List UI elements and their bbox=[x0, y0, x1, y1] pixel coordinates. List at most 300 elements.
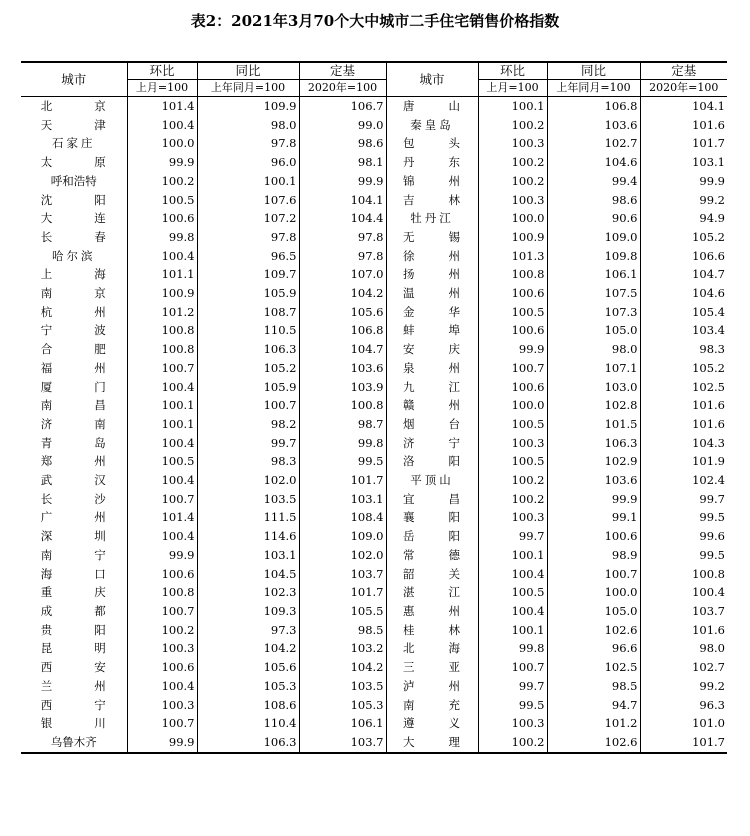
yoy-value-left: 102.3 bbox=[197, 583, 299, 602]
table-row bbox=[21, 677, 727, 696]
table-row bbox=[21, 696, 727, 715]
fixed-value-left: 105.5 bbox=[299, 602, 386, 621]
fixed-value-right: 99.2 bbox=[640, 191, 727, 210]
fixed-value-left: 106.8 bbox=[299, 321, 386, 340]
fixed-value-right: 101.9 bbox=[640, 452, 727, 471]
city-name-right bbox=[386, 583, 494, 602]
mom-value-left: 100.2 bbox=[127, 621, 197, 640]
mom-value-right: 100.3 bbox=[478, 714, 547, 733]
fixed-value-left: 106.1 bbox=[299, 714, 386, 733]
yoy-value-left: 106.3 bbox=[197, 340, 299, 359]
header-city-right: 城市 bbox=[386, 62, 478, 97]
yoy-value-left: 105.6 bbox=[197, 658, 299, 677]
mom-value-right: 100.6 bbox=[478, 378, 547, 397]
yoy-value-left: 97.3 bbox=[197, 621, 299, 640]
mom-value-right: 100.1 bbox=[478, 546, 547, 565]
mom-value-right: 100.6 bbox=[478, 284, 547, 303]
city-name-left bbox=[21, 134, 127, 153]
fixed-value-right: 105.2 bbox=[640, 359, 727, 378]
table-row bbox=[21, 359, 727, 378]
yoy-value-right: 106.1 bbox=[547, 265, 640, 284]
city-name-text: 济南 bbox=[40, 416, 148, 431]
city-name-text: 襄阳 bbox=[403, 510, 494, 525]
yoy-value-right: 106.3 bbox=[547, 434, 640, 453]
yoy-value-right: 98.5 bbox=[547, 677, 640, 696]
mom-value-left: 100.4 bbox=[127, 527, 197, 546]
city-name-right bbox=[386, 303, 494, 322]
yoy-value-left: 106.3 bbox=[197, 733, 299, 753]
yoy-value-right: 98.0 bbox=[547, 340, 640, 359]
yoy-value-left: 110.5 bbox=[197, 321, 299, 340]
city-name-right bbox=[386, 265, 494, 284]
mom-value-right: 101.3 bbox=[478, 247, 547, 266]
mom-value-right: 100.2 bbox=[478, 172, 547, 191]
fixed-value-right: 94.9 bbox=[640, 209, 727, 228]
mom-value-right: 100.2 bbox=[478, 471, 547, 490]
yoy-value-left: 98.2 bbox=[197, 415, 299, 434]
city-name-text: 成都 bbox=[40, 603, 148, 618]
fixed-value-left: 109.0 bbox=[299, 527, 386, 546]
table-row bbox=[21, 471, 727, 490]
yoy-value-left: 98.0 bbox=[197, 116, 299, 135]
header-fixed-right: 定基 bbox=[640, 62, 727, 80]
yoy-value-right: 98.9 bbox=[547, 546, 640, 565]
mom-value-left: 100.8 bbox=[127, 321, 197, 340]
fixed-value-left: 107.0 bbox=[299, 265, 386, 284]
fixed-value-right: 105.4 bbox=[640, 303, 727, 322]
mom-value-left: 100.3 bbox=[127, 639, 197, 658]
mom-value-left: 101.2 bbox=[127, 303, 197, 322]
yoy-value-right: 102.7 bbox=[547, 134, 640, 153]
yoy-value-right: 102.9 bbox=[547, 452, 640, 471]
fixed-value-left: 104.4 bbox=[299, 209, 386, 228]
yoy-value-left: 108.7 bbox=[197, 303, 299, 322]
city-name-text: 哈尔滨 bbox=[52, 248, 96, 263]
table-row bbox=[21, 508, 727, 527]
mom-value-right: 100.1 bbox=[478, 97, 547, 116]
mom-value-right: 100.2 bbox=[478, 153, 547, 172]
mom-value-right: 100.4 bbox=[478, 565, 547, 584]
fixed-value-left: 103.5 bbox=[299, 677, 386, 696]
city-name-text: 北京 bbox=[40, 99, 148, 113]
yoy-value-left: 111.5 bbox=[197, 508, 299, 527]
table-row bbox=[21, 153, 727, 172]
city-name-right bbox=[386, 490, 494, 509]
fixed-value-right: 106.6 bbox=[640, 247, 727, 266]
fixed-value-right: 105.2 bbox=[640, 228, 727, 247]
city-name-left bbox=[21, 340, 148, 359]
city-name-text: 南昌 bbox=[40, 398, 148, 413]
yoy-value-left: 103.1 bbox=[197, 546, 299, 565]
fixed-value-right: 101.7 bbox=[640, 733, 727, 753]
mom-value-left: 99.8 bbox=[127, 228, 197, 247]
city-name-right bbox=[386, 508, 494, 527]
yoy-value-left: 98.3 bbox=[197, 452, 299, 471]
fixed-value-right: 99.9 bbox=[640, 172, 727, 191]
table-row bbox=[21, 546, 727, 565]
fixed-value-right: 101.0 bbox=[640, 714, 727, 733]
yoy-value-right: 107.3 bbox=[547, 303, 640, 322]
fixed-value-left: 103.2 bbox=[299, 639, 386, 658]
fixed-value-left: 103.7 bbox=[299, 565, 386, 584]
city-name-text: 武汉 bbox=[40, 473, 148, 488]
yoy-value-left: 104.2 bbox=[197, 639, 299, 658]
city-name-text: 常德 bbox=[403, 547, 494, 562]
city-name-text: 牡丹江 bbox=[410, 211, 454, 226]
city-name-text: 杭州 bbox=[40, 304, 148, 319]
yoy-value-right: 101.2 bbox=[547, 714, 640, 733]
table-row bbox=[21, 265, 727, 284]
table-row bbox=[21, 97, 727, 116]
city-name-text: 太原 bbox=[40, 155, 148, 170]
city-name-left bbox=[21, 508, 148, 527]
mom-value-right: 100.0 bbox=[478, 209, 547, 228]
mom-value-left: 100.0 bbox=[127, 134, 197, 153]
yoy-value-left: 105.2 bbox=[197, 359, 299, 378]
table-row bbox=[21, 490, 727, 509]
city-name-left bbox=[21, 658, 148, 677]
fixed-value-right: 104.7 bbox=[640, 265, 727, 284]
yoy-value-left: 100.7 bbox=[197, 396, 299, 415]
city-name-text: 石家庄 bbox=[52, 136, 96, 151]
city-name-text: 无锡 bbox=[403, 229, 494, 244]
city-name-text: 长沙 bbox=[40, 491, 148, 506]
yoy-value-right: 102.6 bbox=[547, 621, 640, 640]
table-row bbox=[21, 396, 727, 415]
mom-value-right: 100.6 bbox=[478, 321, 547, 340]
yoy-value-right: 107.5 bbox=[547, 284, 640, 303]
fixed-value-right: 101.7 bbox=[640, 134, 727, 153]
city-name-text: 上海 bbox=[40, 267, 148, 282]
mom-value-left: 100.6 bbox=[127, 565, 197, 584]
yoy-value-left: 102.0 bbox=[197, 471, 299, 490]
city-name-text: 大连 bbox=[40, 211, 148, 226]
city-name-text: 秦皇岛 bbox=[410, 117, 454, 132]
fixed-value-left: 101.7 bbox=[299, 583, 386, 602]
yoy-value-right: 99.9 bbox=[547, 490, 640, 509]
yoy-value-left: 105.3 bbox=[197, 677, 299, 696]
mom-value-left: 100.5 bbox=[127, 191, 197, 210]
city-name-right bbox=[386, 658, 494, 677]
city-name-text: 平顶山 bbox=[410, 473, 454, 488]
mom-value-left: 100.4 bbox=[127, 116, 197, 135]
mom-value-right: 100.5 bbox=[478, 452, 547, 471]
city-name-right bbox=[386, 228, 494, 247]
city-name-text: 长春 bbox=[40, 229, 148, 244]
city-name-text: 烟台 bbox=[403, 416, 494, 431]
header-row-base bbox=[21, 80, 727, 97]
fixed-value-left: 103.1 bbox=[299, 490, 386, 509]
city-name-text: 青岛 bbox=[40, 435, 148, 450]
mom-value-left: 100.3 bbox=[127, 696, 197, 715]
mom-value-left: 100.6 bbox=[127, 209, 197, 228]
fixed-value-right: 99.2 bbox=[640, 677, 727, 696]
mom-value-right: 100.0 bbox=[478, 396, 547, 415]
fixed-value-left: 98.6 bbox=[299, 134, 386, 153]
city-name-text: 泉州 bbox=[403, 360, 494, 375]
fixed-value-left: 103.9 bbox=[299, 378, 386, 397]
fixed-value-left: 98.5 bbox=[299, 621, 386, 640]
fixed-value-right: 104.1 bbox=[640, 97, 727, 116]
mom-value-left: 101.4 bbox=[127, 508, 197, 527]
fixed-value-right: 104.3 bbox=[640, 434, 727, 453]
fixed-value-left: 98.1 bbox=[299, 153, 386, 172]
city-name-right bbox=[386, 116, 478, 135]
mom-value-right: 100.3 bbox=[478, 434, 547, 453]
yoy-value-left: 109.9 bbox=[197, 97, 299, 116]
yoy-value-right: 107.1 bbox=[547, 359, 640, 378]
fixed-value-left: 104.7 bbox=[299, 340, 386, 359]
header-row-main bbox=[21, 62, 727, 80]
city-name-right bbox=[386, 134, 494, 153]
city-name-text: 南宁 bbox=[40, 547, 148, 562]
mom-value-left: 100.8 bbox=[127, 340, 197, 359]
header-yoy-left: 同比 bbox=[197, 62, 299, 80]
mom-value-right: 100.8 bbox=[478, 265, 547, 284]
fixed-value-left: 99.9 bbox=[299, 172, 386, 191]
mom-value-left: 100.4 bbox=[127, 434, 197, 453]
city-name-text: 厦门 bbox=[40, 379, 148, 394]
yoy-value-right: 102.8 bbox=[547, 396, 640, 415]
mom-value-left: 100.1 bbox=[127, 415, 197, 434]
table-row bbox=[21, 303, 727, 322]
yoy-value-right: 105.0 bbox=[547, 321, 640, 340]
city-name-text: 广州 bbox=[40, 510, 148, 525]
fixed-value-left: 99.5 bbox=[299, 452, 386, 471]
table-row bbox=[21, 434, 727, 453]
city-name-left bbox=[21, 714, 148, 733]
mom-value-left: 100.7 bbox=[127, 359, 197, 378]
yoy-value-right: 100.0 bbox=[547, 583, 640, 602]
fixed-value-right: 101.6 bbox=[640, 415, 727, 434]
table-row bbox=[21, 340, 727, 359]
mom-value-left: 100.1 bbox=[127, 396, 197, 415]
fixed-value-right: 98.0 bbox=[640, 639, 727, 658]
yoy-value-left: 107.6 bbox=[197, 191, 299, 210]
header-yoy-base-left: 上年同月=100 bbox=[197, 80, 299, 97]
yoy-value-right: 109.0 bbox=[547, 228, 640, 247]
mom-value-right: 100.5 bbox=[478, 303, 547, 322]
city-name-text: 韶关 bbox=[403, 566, 494, 581]
header-yoy-base-right: 上年同月=100 bbox=[547, 80, 640, 97]
yoy-value-left: 104.5 bbox=[197, 565, 299, 584]
city-name-text: 温州 bbox=[403, 286, 494, 301]
city-name-right bbox=[386, 546, 494, 565]
mom-value-left: 100.9 bbox=[127, 284, 197, 303]
mom-value-left: 101.4 bbox=[127, 97, 197, 116]
table-row bbox=[21, 565, 727, 584]
fixed-value-right: 99.6 bbox=[640, 527, 727, 546]
mom-value-left: 99.9 bbox=[127, 733, 197, 753]
header-mom-base-right: 上月=100 bbox=[478, 80, 547, 97]
mom-value-right: 99.8 bbox=[478, 639, 547, 658]
city-name-text: 蚌埠 bbox=[403, 323, 494, 338]
mom-value-right: 100.5 bbox=[478, 415, 547, 434]
city-name-text: 丹东 bbox=[403, 155, 494, 170]
yoy-value-right: 100.7 bbox=[547, 565, 640, 584]
city-name-left bbox=[21, 490, 148, 509]
city-name-left bbox=[21, 621, 148, 640]
city-name-left bbox=[21, 247, 127, 266]
city-name-text: 徐州 bbox=[403, 248, 494, 263]
table-row bbox=[21, 378, 727, 397]
fixed-value-left: 99.0 bbox=[299, 116, 386, 135]
city-name-text: 宜昌 bbox=[403, 491, 494, 506]
fixed-value-left: 103.6 bbox=[299, 359, 386, 378]
table-row bbox=[21, 639, 727, 658]
city-name-left bbox=[21, 639, 148, 658]
yoy-value-right: 102.5 bbox=[547, 658, 640, 677]
city-name-left bbox=[21, 415, 148, 434]
city-name-text: 泸州 bbox=[403, 678, 494, 693]
yoy-value-left: 109.7 bbox=[197, 265, 299, 284]
mom-value-right: 100.2 bbox=[478, 490, 547, 509]
fixed-value-right: 103.1 bbox=[640, 153, 727, 172]
table-body bbox=[21, 97, 727, 753]
city-name-text: 唐山 bbox=[403, 99, 494, 113]
mom-value-right: 100.1 bbox=[478, 621, 547, 640]
mom-value-left: 100.4 bbox=[127, 247, 197, 266]
city-name-text: 宁波 bbox=[40, 323, 148, 338]
city-name-text: 乌鲁木齐 bbox=[50, 734, 97, 749]
fixed-value-left: 103.7 bbox=[299, 733, 386, 753]
mom-value-left: 100.5 bbox=[127, 452, 197, 471]
table-row bbox=[21, 134, 727, 153]
city-name-text: 洛阳 bbox=[403, 454, 494, 469]
yoy-value-right: 103.0 bbox=[547, 378, 640, 397]
yoy-value-left: 109.3 bbox=[197, 602, 299, 621]
yoy-value-left: 105.9 bbox=[197, 284, 299, 303]
mom-value-left: 100.7 bbox=[127, 602, 197, 621]
price-index-table bbox=[21, 61, 727, 754]
mom-value-right: 100.2 bbox=[478, 116, 547, 135]
fixed-value-left: 104.2 bbox=[299, 658, 386, 677]
yoy-value-left: 96.5 bbox=[197, 247, 299, 266]
city-name-text: 安庆 bbox=[403, 342, 494, 357]
yoy-value-left: 110.4 bbox=[197, 714, 299, 733]
table-row bbox=[21, 321, 727, 340]
table-row bbox=[21, 527, 727, 546]
yoy-value-right: 101.5 bbox=[547, 415, 640, 434]
city-name-left bbox=[21, 209, 148, 228]
fixed-value-right: 99.7 bbox=[640, 490, 727, 509]
mom-value-right: 100.5 bbox=[478, 583, 547, 602]
fixed-value-left: 97.8 bbox=[299, 247, 386, 266]
mom-value-right: 99.7 bbox=[478, 677, 547, 696]
fixed-value-right: 103.4 bbox=[640, 321, 727, 340]
fixed-value-right: 96.3 bbox=[640, 696, 727, 715]
city-name-text: 郑州 bbox=[40, 454, 148, 469]
yoy-value-right: 96.6 bbox=[547, 639, 640, 658]
yoy-value-left: 97.8 bbox=[197, 134, 299, 153]
fixed-value-left: 100.8 bbox=[299, 396, 386, 415]
mom-value-left: 99.9 bbox=[127, 546, 197, 565]
city-name-right bbox=[386, 639, 494, 658]
city-name-left bbox=[21, 565, 148, 584]
mom-value-left: 100.2 bbox=[127, 172, 197, 191]
fixed-value-right: 101.6 bbox=[640, 621, 727, 640]
city-name-text: 西安 bbox=[40, 660, 148, 675]
fixed-value-left: 101.7 bbox=[299, 471, 386, 490]
yoy-value-left: 114.6 bbox=[197, 527, 299, 546]
fixed-value-right: 102.5 bbox=[640, 378, 727, 397]
fixed-value-right: 100.8 bbox=[640, 565, 727, 584]
mom-value-left: 100.4 bbox=[127, 378, 197, 397]
mom-value-right: 100.3 bbox=[478, 134, 547, 153]
city-name-left bbox=[21, 378, 148, 397]
city-name-text: 锦州 bbox=[403, 173, 494, 188]
city-name-text: 沈阳 bbox=[40, 192, 148, 207]
city-name-text: 福州 bbox=[40, 360, 148, 375]
city-name-text: 呼和浩特 bbox=[50, 173, 97, 188]
city-name-text: 深圳 bbox=[40, 529, 148, 544]
yoy-value-right: 109.8 bbox=[547, 247, 640, 266]
city-name-left bbox=[21, 153, 148, 172]
city-name-text: 合肥 bbox=[40, 342, 148, 357]
city-name-right bbox=[386, 209, 478, 228]
city-name-right bbox=[386, 191, 494, 210]
table-row bbox=[21, 583, 727, 602]
city-name-text: 天津 bbox=[40, 117, 148, 132]
yoy-value-right: 94.7 bbox=[547, 696, 640, 715]
city-name-right bbox=[386, 172, 494, 191]
city-name-left bbox=[21, 303, 148, 322]
city-name-left bbox=[21, 434, 148, 453]
city-name-text: 桂林 bbox=[403, 622, 494, 637]
yoy-value-right: 102.6 bbox=[547, 733, 640, 753]
fixed-value-right: 103.7 bbox=[640, 602, 727, 621]
mom-value-left: 100.4 bbox=[127, 677, 197, 696]
city-name-text: 南充 bbox=[403, 697, 494, 712]
city-name-right bbox=[386, 565, 494, 584]
fixed-value-left: 102.0 bbox=[299, 546, 386, 565]
mom-value-left: 100.7 bbox=[127, 490, 197, 509]
mom-value-right: 100.7 bbox=[478, 359, 547, 378]
city-name-text: 西宁 bbox=[40, 697, 148, 712]
city-name-right bbox=[386, 452, 494, 471]
yoy-value-right: 103.6 bbox=[547, 116, 640, 135]
city-name-right bbox=[386, 97, 494, 116]
city-name-left bbox=[21, 452, 148, 471]
city-name-left bbox=[21, 677, 148, 696]
yoy-value-left: 107.2 bbox=[197, 209, 299, 228]
fixed-value-left: 104.1 bbox=[299, 191, 386, 210]
city-name-text: 赣州 bbox=[403, 398, 494, 413]
city-name-text: 金华 bbox=[403, 304, 494, 319]
header-mom-left: 环比 bbox=[127, 62, 197, 80]
yoy-value-right: 90.6 bbox=[547, 209, 640, 228]
city-name-left bbox=[21, 527, 148, 546]
city-name-text: 扬州 bbox=[403, 267, 494, 282]
mom-value-right: 100.3 bbox=[478, 191, 547, 210]
city-name-text: 惠州 bbox=[403, 603, 494, 618]
header-mom-right: 环比 bbox=[478, 62, 547, 80]
yoy-value-left: 103.5 bbox=[197, 490, 299, 509]
city-name-right bbox=[386, 321, 494, 340]
fixed-value-left: 104.2 bbox=[299, 284, 386, 303]
table-row bbox=[21, 284, 727, 303]
fixed-value-right: 98.3 bbox=[640, 340, 727, 359]
table-row bbox=[21, 209, 727, 228]
city-name-left bbox=[21, 396, 148, 415]
table-row bbox=[21, 247, 727, 266]
header-fixed-base-right: 2020年=100 bbox=[640, 80, 727, 97]
city-name-text: 湛江 bbox=[403, 585, 494, 600]
mom-value-left: 100.6 bbox=[127, 658, 197, 677]
city-name-right bbox=[386, 527, 494, 546]
city-name-left bbox=[21, 602, 148, 621]
table-row bbox=[21, 658, 727, 677]
